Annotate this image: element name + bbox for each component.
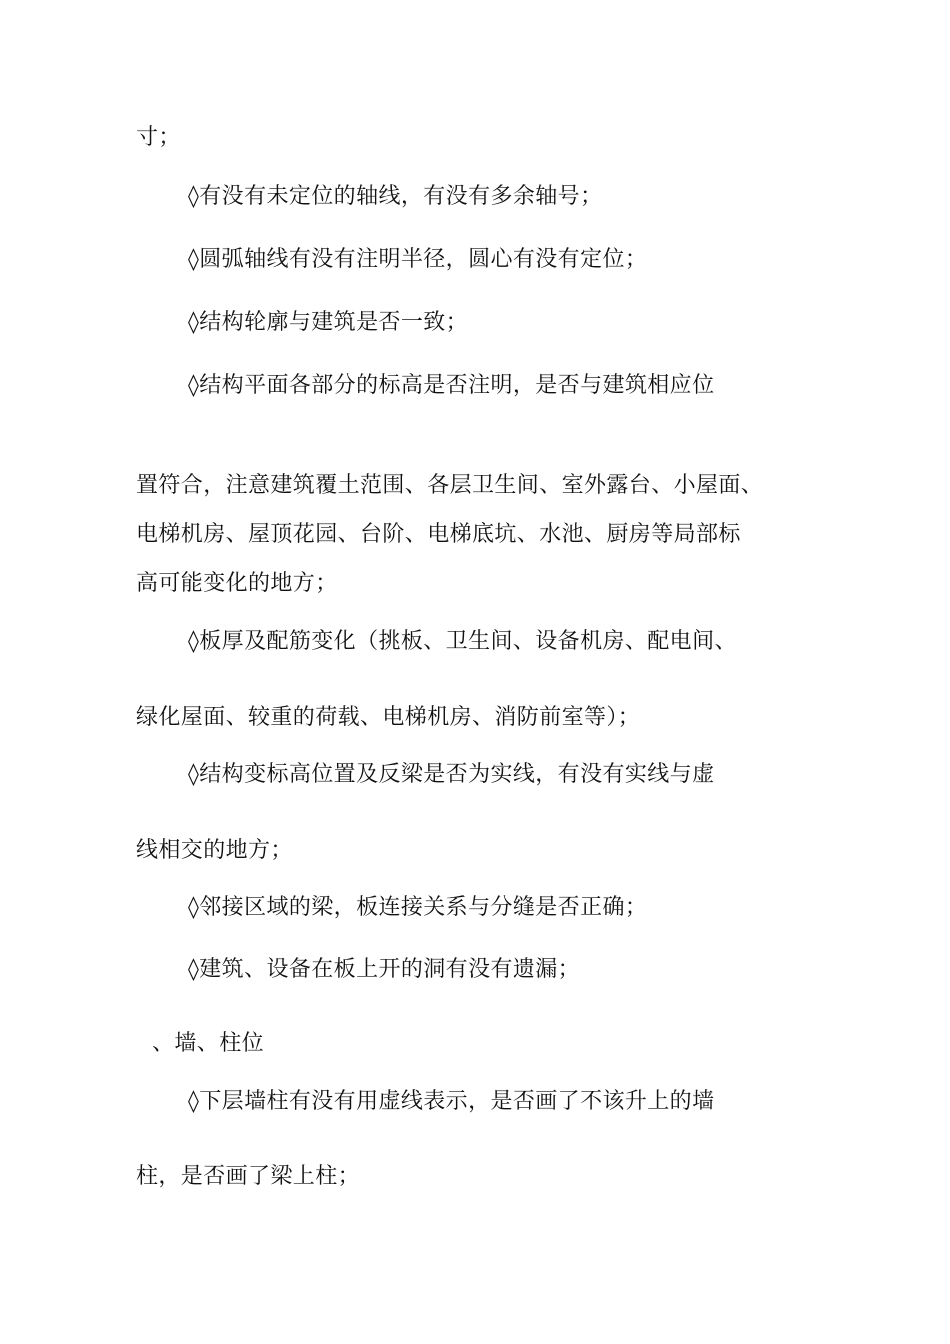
text-line: ◊邻接区域的梁，板连接关系与分缝是否正确； xyxy=(188,895,648,920)
text-line: ◊板厚及配筋变化（挑板、卫生间、设备机房、配电间、 xyxy=(188,629,737,654)
text-line: ◊结构轮廓与建筑是否一致； xyxy=(188,310,469,335)
text-line: ◊圆弧轴线有没有注明半径，圆心有没有定位； xyxy=(188,247,648,272)
section-heading: 、墙、柱位 xyxy=(152,1031,265,1056)
text-line: 绿化屋面、较重的荷载、电梯机房、消防前室等）； xyxy=(136,705,641,730)
text-line: 线相交的地方； xyxy=(136,838,293,863)
text-line: ◊下层墙柱有没有用虚线表示，是否画了不该升上的墙 xyxy=(188,1089,715,1114)
text-line: ◊建筑、设备在板上开的洞有没有遗漏； xyxy=(188,957,581,982)
text-line: 柱，是否画了梁上柱； xyxy=(136,1164,361,1189)
text-line: 高可能变化的地方； xyxy=(136,571,338,596)
text-line: 寸； xyxy=(136,125,181,150)
text-line: 置符合，注意建筑覆土范围、各层卫生间、室外露台、小屋面、 xyxy=(136,473,764,498)
text-line: ◊有没有未定位的轴线，有没有多余轴号； xyxy=(188,184,603,209)
text-line: ◊结构变标高位置及反梁是否为实线，有没有实线与虚 xyxy=(188,762,715,787)
text-line: 电梯机房、屋顶花园、台阶、电梯底坑、水池、厨房等局部标 xyxy=(136,522,741,547)
text-line: ◊结构平面各部分的标高是否注明，是否与建筑相应位 xyxy=(188,373,715,398)
